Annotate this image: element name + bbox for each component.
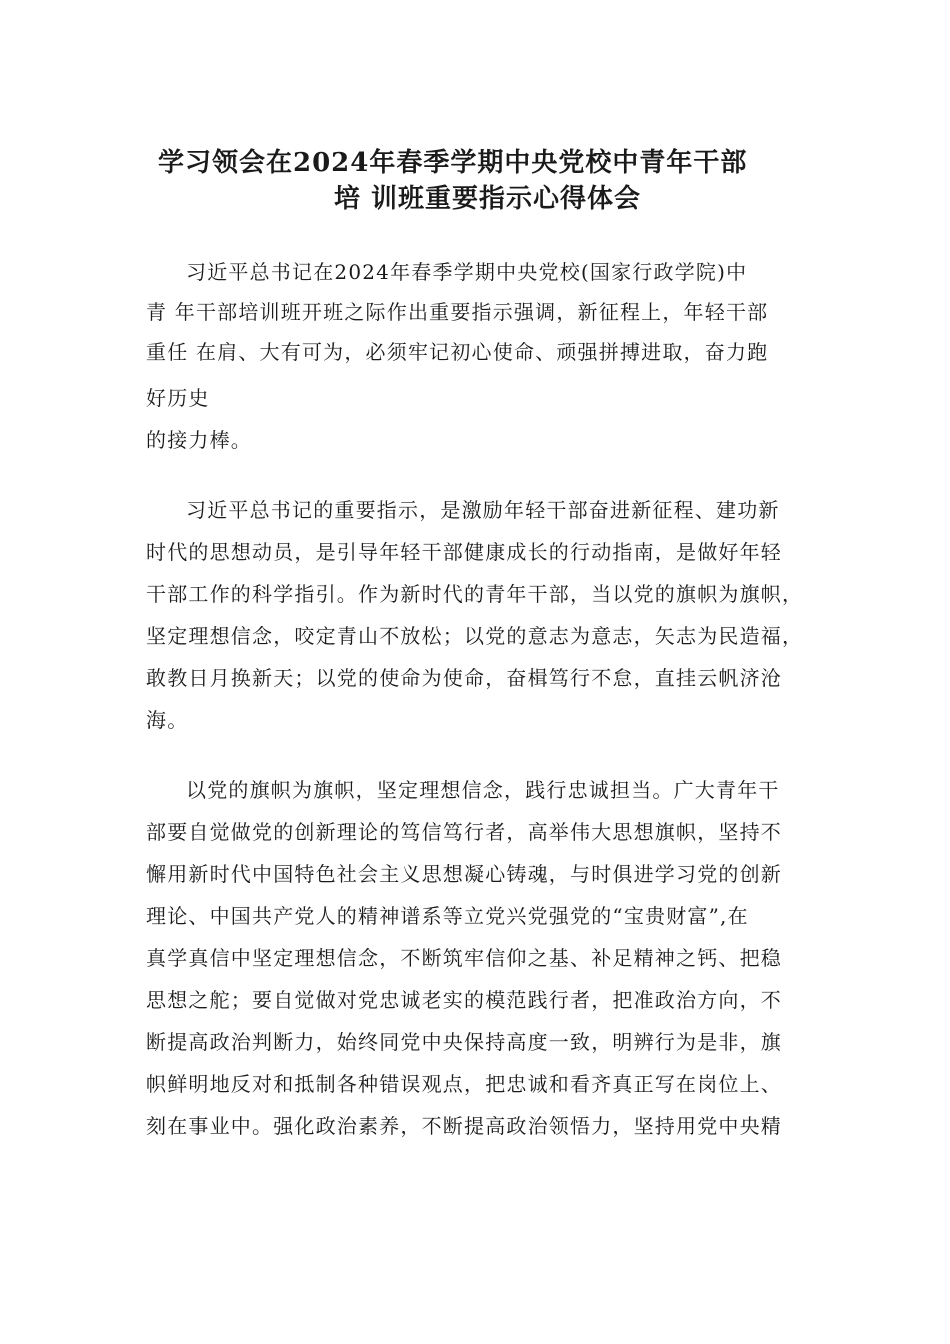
paragraph-3-line-8: 帜鲜明地反对和抵制各种错误观点，把忠诚和看齐真正写在岗位上、 <box>146 1072 782 1096</box>
paragraph-3-line-2: 部要自觉做党的创新理论的笃信笃行者，高举伟大思想旗帜，坚持不 <box>146 820 782 844</box>
paragraph-1-line-1: 习近平总书记在2024年春季学期中央党校(国家行政学院)中 <box>186 260 748 284</box>
paragraph-1-line-3: 重任 在肩、大有可为，必须牢记初心使命、顽强拼搏进取，奋力跑 <box>146 340 769 364</box>
paragraph-2-line-2: 时代的思想动员，是引导年轻干部健康成长的行动指南，是做好年轻 <box>146 540 782 564</box>
paragraph-2-line-6: 海。 <box>146 708 189 732</box>
paragraph-1-line-2: 青 年干部培训班开班之际作出重要指示强调，新征程上，年轻干部 <box>146 300 769 324</box>
paragraph-3-line-7: 断提高政治判断力，始终同党中央保持高度一致，明辨行为是非，旗 <box>146 1030 782 1054</box>
paragraph-3-line-6: 思想之舵；要自觉做对党忠诚老实的模范践行者，把准政治方向，不 <box>146 988 782 1012</box>
paragraph-2-line-4: 坚定理想信念，咬定青山不放松；以党的意志为意志，矢志为民造福， <box>146 624 804 648</box>
document-title-line-1: 学习领会在2024年春季学期中央党校中青年干部 <box>158 148 748 178</box>
paragraph-3-line-4: 理论、中国共产党人的精神谱系等立党兴党强党的“宝贵财富”,在 <box>146 904 749 928</box>
paragraph-1-line-5: 的接力棒。 <box>146 428 252 452</box>
paragraph-3-line-3: 懈用新时代中国特色社会主义思想凝心铸魂，与时俱进学习党的创新 <box>146 862 782 886</box>
paragraph-3-line-9: 刻在事业中。强化政治素养，不断提高政治领悟力，坚持用党中央精 <box>146 1114 782 1138</box>
paragraph-3-line-5: 真学真信中坚定理想信念，不断筑牢信仰之基、补足精神之钙、把稳 <box>146 946 782 970</box>
document-title-line-2: 培 训班重要指示心得体会 <box>334 184 642 214</box>
paragraph-2-line-3: 干部工作的科学指引。作为新时代的青年干部，当以党的旗帜为旗帜， <box>146 582 804 606</box>
paragraph-3-line-1: 以党的旗帜为旗帜，坚定理想信念，践行忠诚担当。广大青年干 <box>186 778 780 802</box>
paragraph-2-line-1: 习近平总书记的重要指示，是激励年轻干部奋进新征程、建功新 <box>186 498 780 522</box>
paragraph-1-line-4: 好历史 <box>146 386 210 410</box>
paragraph-2-line-5: 敢教日月换新天；以党的使命为使命，奋楫笃行不怠，直挂云帆济沧 <box>146 666 782 690</box>
